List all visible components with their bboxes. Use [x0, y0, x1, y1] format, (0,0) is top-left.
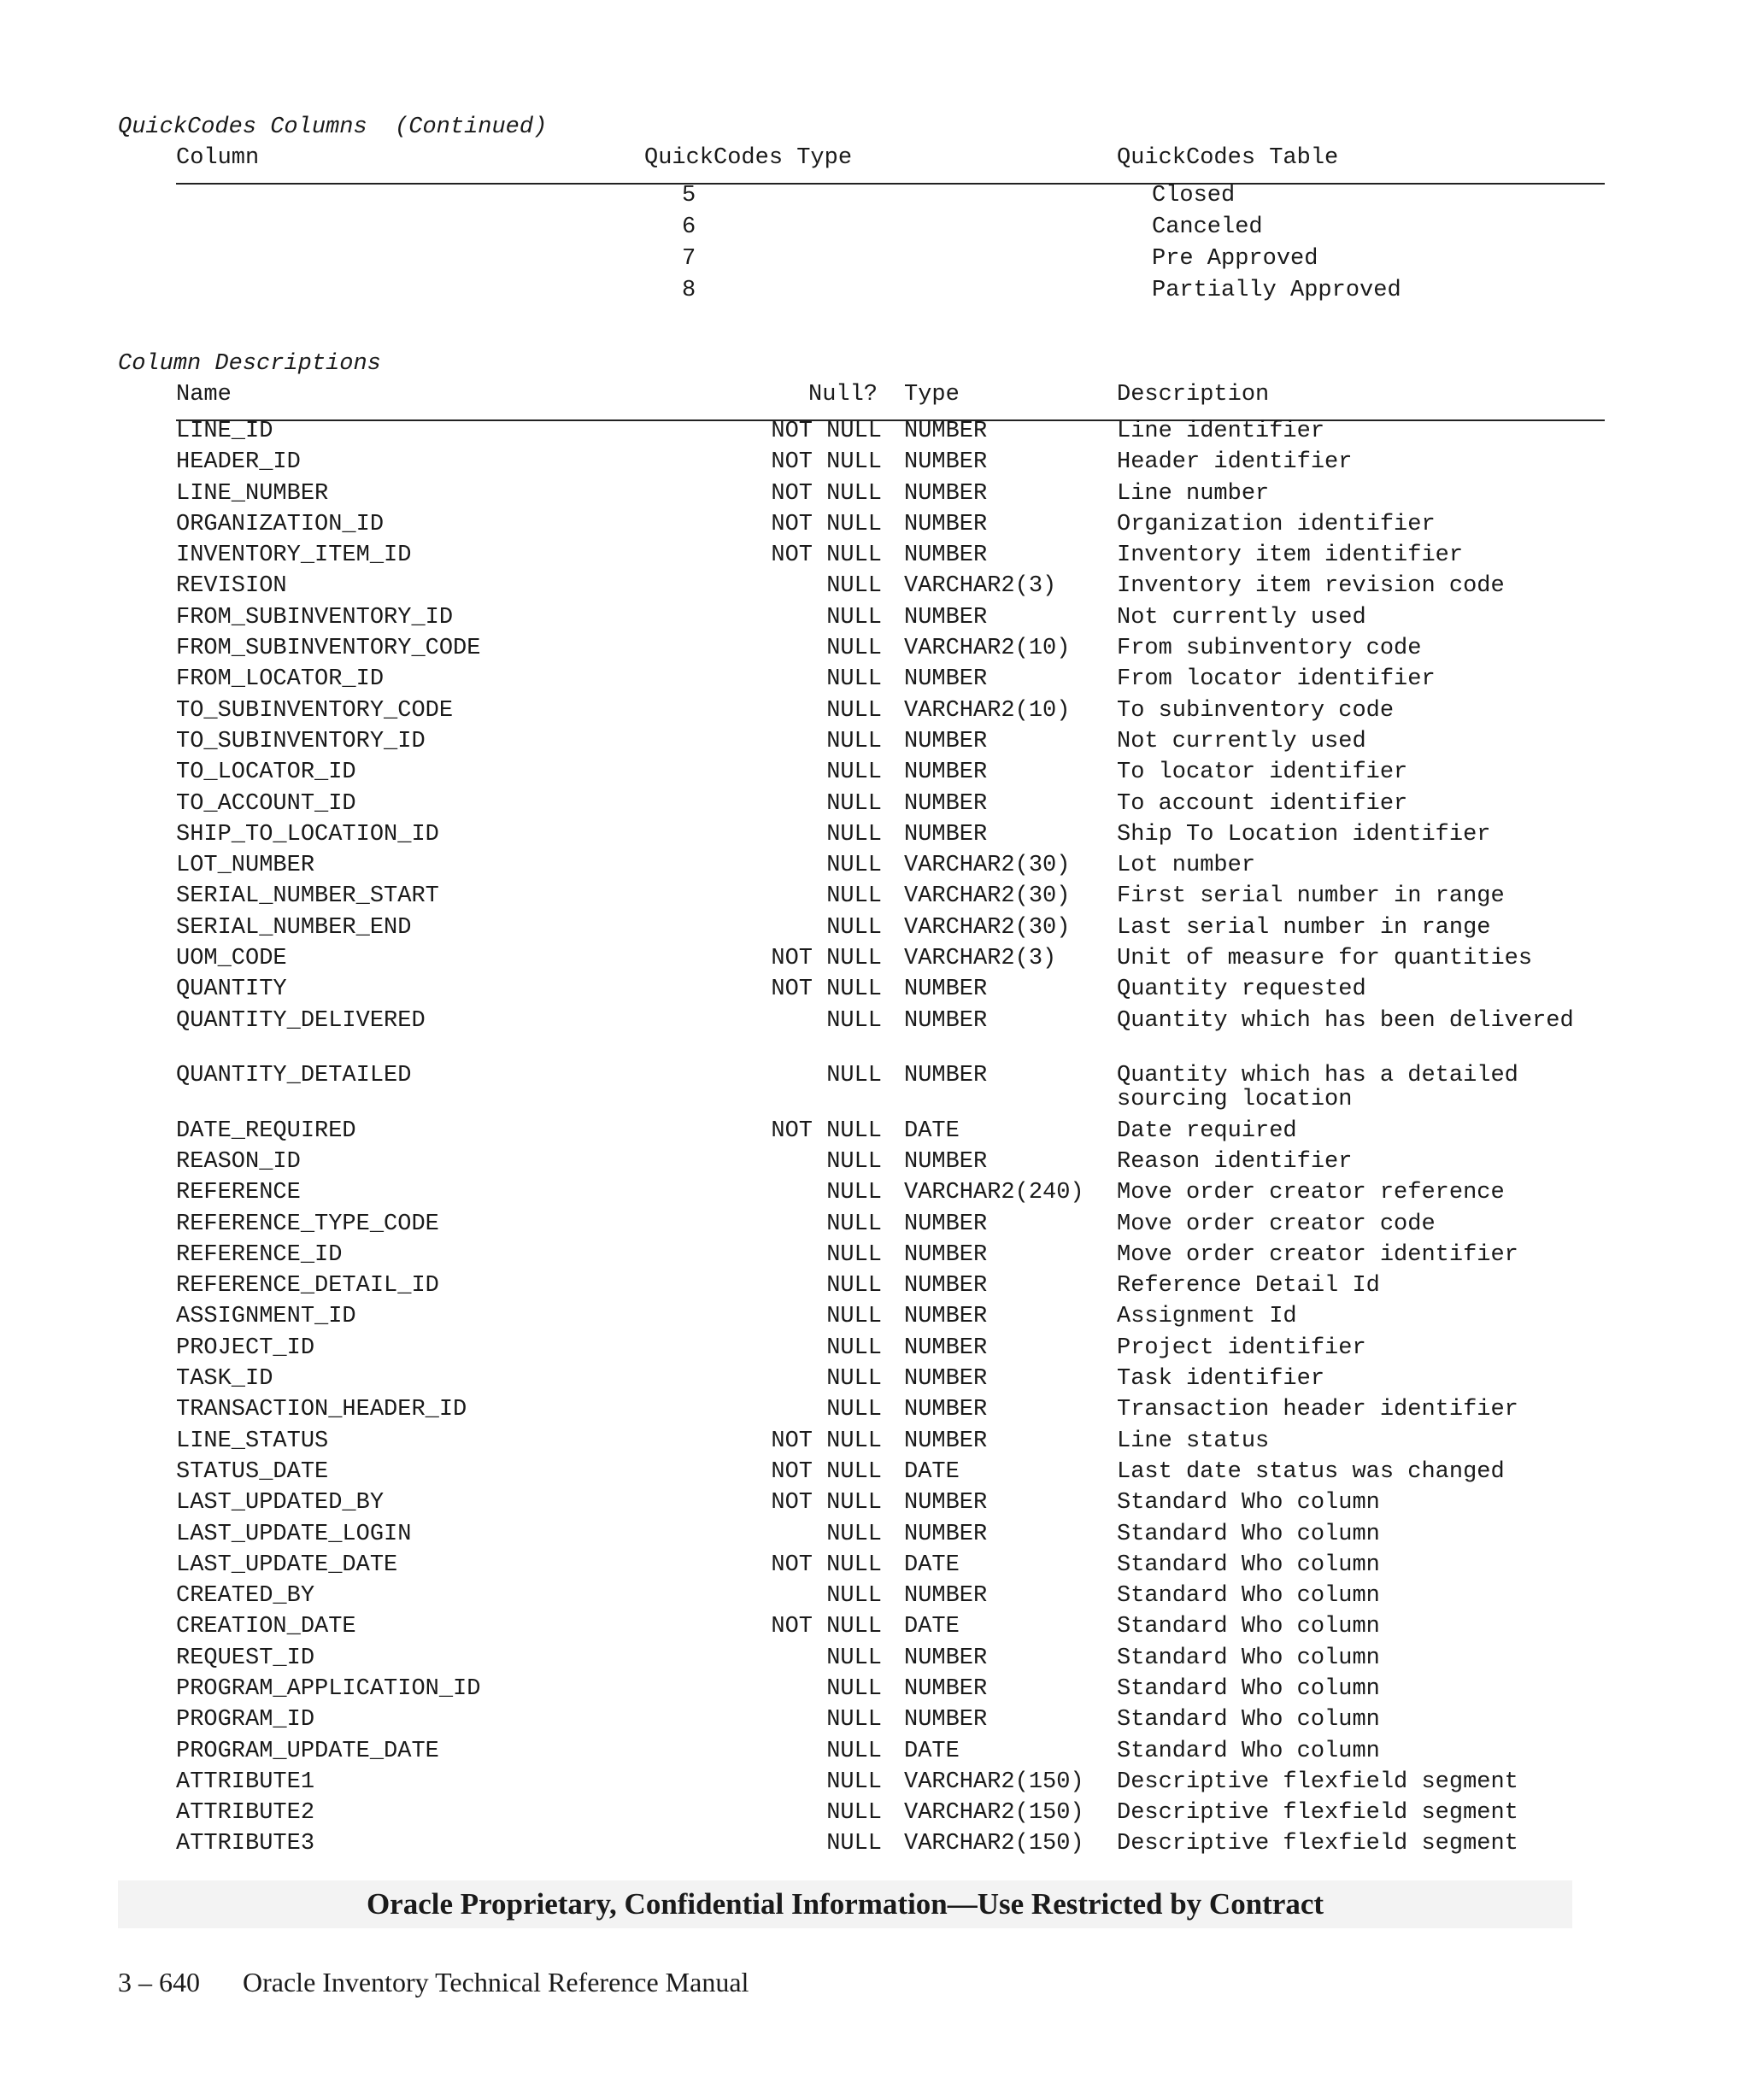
column-type: NUMBER: [904, 604, 988, 631]
column-description: Inventory item revision code: [1117, 573, 1505, 600]
column-description: Descriptive flexfield segment: [1117, 1769, 1518, 1795]
column-description: Quantity which has been delivered: [1117, 1007, 1574, 1034]
column-type: NUMBER: [904, 1273, 988, 1299]
page-number: 3 – 640: [118, 1967, 200, 1997]
column-nullability: NULL: [826, 573, 882, 600]
header-type: Type: [904, 382, 960, 408]
column-description: Not currently used: [1117, 604, 1366, 631]
column-description: Move order creator identifier: [1117, 1241, 1518, 1268]
table-row: [0, 574, 1750, 605]
column-nullability: NULL: [826, 1645, 882, 1671]
column-nullability: NULL: [826, 1738, 882, 1764]
column-description: Descriptive flexfield segment: [1117, 1800, 1518, 1827]
column-name: ORGANIZATION_ID: [176, 511, 385, 537]
table-row: [0, 730, 1750, 760]
column-type: NUMBER: [904, 1521, 988, 1547]
quickcodes-table-value: Closed: [1152, 183, 1236, 208]
column-name: TO_SUBINVENTORY_ID: [176, 728, 426, 754]
column-descriptions-title: Column Descriptions: [118, 351, 381, 377]
column-description: Standard Who column: [1117, 1645, 1380, 1671]
quickcodes-type-value: 6: [682, 214, 696, 240]
column-type: VARCHAR2(150): [904, 1800, 1084, 1827]
column-nullability: NULL: [826, 1583, 882, 1610]
column-descriptions-header-row: [176, 382, 1605, 421]
table-row: [0, 1460, 1750, 1491]
column-description: Move order creator reference: [1117, 1180, 1505, 1206]
column-description: Standard Who column: [1117, 1583, 1380, 1610]
column-type: NUMBER: [904, 1366, 988, 1393]
table-row: [0, 1646, 1750, 1677]
column-description: To account identifier: [1117, 790, 1408, 817]
column-type: NUMBER: [904, 1675, 988, 1702]
table-row: [0, 1832, 1750, 1862]
column-name: TO_LOCATOR_ID: [176, 760, 356, 786]
column-name: REVISION: [176, 573, 287, 600]
column-nullability: NULL: [826, 1769, 882, 1795]
table-row: [0, 1553, 1750, 1584]
column-description: Reason identifier: [1117, 1148, 1353, 1175]
column-type: DATE: [904, 1614, 960, 1640]
column-nullability: NULL: [826, 1211, 882, 1237]
column-name: ATTRIBUTE1: [176, 1769, 315, 1795]
column-name: CREATION_DATE: [176, 1614, 356, 1640]
column-description: Line number: [1117, 480, 1270, 507]
column-nullability: NULL: [826, 1148, 882, 1175]
column-nullability: NOT NULL: [771, 511, 882, 537]
column-description: Descriptive flexfield segment: [1117, 1831, 1518, 1857]
column-nullability: NOT NULL: [771, 1458, 882, 1485]
column-nullability: NULL: [826, 760, 882, 786]
table-row: [0, 1181, 1750, 1211]
column-name: FROM_SUBINVENTORY_CODE: [176, 636, 481, 662]
column-name: LAST_UPDATED_BY: [176, 1490, 385, 1516]
table-row: [0, 543, 1750, 574]
column-nullability: NULL: [826, 1707, 882, 1733]
column-type: VARCHAR2(30): [904, 914, 1071, 941]
quickcodes-table-value: Canceled: [1152, 214, 1263, 240]
column-name: PROGRAM_APPLICATION_ID: [176, 1675, 481, 1702]
header-description: Description: [1117, 382, 1270, 408]
column-nullability: NULL: [826, 1397, 882, 1423]
column-type: NUMBER: [904, 1583, 988, 1610]
table-row: [0, 482, 1750, 513]
column-name: TO_SUBINVENTORY_CODE: [176, 697, 454, 724]
column-nullability: NULL: [826, 697, 882, 724]
column-type: VARCHAR2(10): [904, 697, 1071, 724]
column-nullability: NULL: [826, 1521, 882, 1547]
table-row: [0, 1212, 1750, 1243]
column-description: Transaction header identifier: [1117, 1397, 1518, 1423]
column-type: NUMBER: [904, 1397, 988, 1423]
quickcodes-row: [0, 246, 1750, 278]
column-nullability: NOT NULL: [771, 480, 882, 507]
column-description: Quantity requested: [1117, 977, 1366, 1003]
table-row: [0, 823, 1750, 853]
column-description: Last serial number in range: [1117, 914, 1491, 941]
column-nullability: NOT NULL: [771, 1117, 882, 1144]
column-name: TO_ACCOUNT_ID: [176, 790, 356, 817]
column-description: Move order creator code: [1117, 1211, 1436, 1237]
column-type: DATE: [904, 1458, 960, 1485]
column-type: NUMBER: [904, 977, 988, 1003]
column-name: ATTRIBUTE3: [176, 1831, 315, 1857]
column-nullability: NULL: [826, 636, 882, 662]
quickcodes-header-table: QuickCodes Table: [1117, 145, 1339, 171]
table-row: [0, 1584, 1750, 1615]
column-nullability: NULL: [826, 666, 882, 693]
table-row: [0, 699, 1750, 730]
column-type: DATE: [904, 1738, 960, 1764]
column-name: STATUS_DATE: [176, 1458, 329, 1485]
column-name: CREATED_BY: [176, 1583, 315, 1610]
column-name: PROGRAM_UPDATE_DATE: [176, 1738, 439, 1764]
column-type: NUMBER: [904, 666, 988, 693]
column-description: Standard Who column: [1117, 1707, 1380, 1733]
column-type: NUMBER: [904, 1334, 988, 1361]
table-row: [0, 884, 1750, 915]
quickcodes-table-value: Pre Approved: [1152, 246, 1318, 272]
column-description: Unit of measure for quantities: [1117, 946, 1533, 972]
column-description: Project identifier: [1117, 1334, 1366, 1361]
table-row: [0, 636, 1750, 667]
column-type: NUMBER: [904, 1007, 988, 1034]
column-name: PROGRAM_ID: [176, 1707, 315, 1733]
column-name: REFERENCE_ID: [176, 1241, 343, 1268]
column-name: REFERENCE_TYPE_CODE: [176, 1211, 439, 1237]
column-nullability: NOT NULL: [771, 1614, 882, 1640]
table-row: [0, 1367, 1750, 1398]
column-nullability: NULL: [826, 604, 882, 631]
table-row: [0, 1522, 1750, 1553]
column-description: Ship To Location identifier: [1117, 821, 1491, 848]
column-type: NUMBER: [904, 480, 988, 507]
column-description: Assignment Id: [1117, 1304, 1297, 1330]
table-row: [0, 1708, 1750, 1739]
column-name: REASON_ID: [176, 1148, 301, 1175]
column-type: DATE: [904, 1117, 960, 1144]
column-type: NUMBER: [904, 1707, 988, 1733]
quickcodes-header-type: QuickCodes Type: [644, 145, 853, 171]
column-nullability: NULL: [826, 1800, 882, 1827]
table-row: [0, 1150, 1750, 1181]
quickcodes-section-title: QuickCodes Columns (Continued): [118, 114, 548, 140]
column-name: UOM_CODE: [176, 946, 287, 972]
table-row: [0, 760, 1750, 791]
column-name: REQUEST_ID: [176, 1645, 315, 1671]
column-type: NUMBER: [904, 1645, 988, 1671]
quickcodes-row: [0, 214, 1750, 246]
column-name: FROM_SUBINVENTORY_ID: [176, 604, 454, 631]
column-nullability: NOT NULL: [771, 419, 882, 444]
column-name: PROJECT_ID: [176, 1334, 315, 1361]
column-name: TRANSACTION_HEADER_ID: [176, 1397, 467, 1423]
column-type: NUMBER: [904, 543, 988, 569]
column-type: NUMBER: [904, 1148, 988, 1175]
column-nullability: NULL: [826, 1304, 882, 1330]
column-description: Standard Who column: [1117, 1675, 1380, 1702]
header-name: Name: [176, 382, 232, 408]
quickcodes-type-value: 7: [682, 246, 696, 272]
column-type: VARCHAR2(150): [904, 1769, 1084, 1795]
table-row: [0, 450, 1750, 481]
quickcodes-row: [0, 278, 1750, 309]
column-description: Line identifier: [1117, 419, 1325, 444]
column-description: From subinventory code: [1117, 636, 1422, 662]
column-nullability: NULL: [826, 883, 882, 910]
column-description: Lot number: [1117, 853, 1256, 879]
column-type: NUMBER: [904, 1428, 988, 1454]
column-nullability: NOT NULL: [771, 977, 882, 1003]
table-row: [0, 667, 1750, 698]
column-name: ASSIGNMENT_ID: [176, 1304, 356, 1330]
column-description: Quantity which has a detailed sourcing location: [1117, 1063, 1518, 1113]
column-type: VARCHAR2(240): [904, 1180, 1084, 1206]
column-description: To subinventory code: [1117, 697, 1395, 724]
quickcodes-type-value: 8: [682, 278, 696, 303]
column-name: QUANTITY_DELIVERED: [176, 1007, 426, 1034]
column-nullability: NULL: [826, 821, 882, 848]
column-nullability: NULL: [826, 1241, 882, 1268]
column-nullability: NULL: [826, 1366, 882, 1393]
table-row: [0, 1274, 1750, 1305]
column-name: INVENTORY_ITEM_ID: [176, 543, 412, 569]
column-name: QUANTITY_DETAILED: [176, 1063, 412, 1089]
table-row: [0, 1677, 1750, 1708]
column-type: NUMBER: [904, 449, 988, 476]
table-row: [0, 1009, 1750, 1065]
column-type: DATE: [904, 1552, 960, 1578]
table-row: [0, 1064, 1750, 1119]
table-row: [0, 1336, 1750, 1367]
column-type: VARCHAR2(30): [904, 883, 1071, 910]
column-type: VARCHAR2(3): [904, 573, 1057, 600]
table-row: [0, 1429, 1750, 1460]
column-name: LOT_NUMBER: [176, 853, 315, 879]
table-row: [0, 513, 1750, 543]
column-description: Inventory item identifier: [1117, 543, 1464, 569]
column-nullability: NULL: [826, 728, 882, 754]
column-nullability: NULL: [826, 1831, 882, 1857]
column-name: TASK_ID: [176, 1366, 273, 1393]
column-type: NUMBER: [904, 419, 988, 444]
column-type: VARCHAR2(30): [904, 853, 1071, 879]
column-nullability: NULL: [826, 790, 882, 817]
column-nullability: NOT NULL: [771, 1490, 882, 1516]
table-row: [0, 1615, 1750, 1645]
column-nullability: NULL: [826, 1675, 882, 1702]
column-nullability: NOT NULL: [771, 946, 882, 972]
quickcodes-header-row: [176, 145, 1605, 185]
column-name: LINE_ID: [176, 419, 273, 444]
quickcodes-type-value: 5: [682, 183, 696, 208]
column-descriptions-table: [0, 419, 1750, 1863]
column-nullability: NOT NULL: [771, 1428, 882, 1454]
column-name: REFERENCE_DETAIL_ID: [176, 1273, 439, 1299]
column-type: NUMBER: [904, 821, 988, 848]
table-row: [0, 1739, 1750, 1770]
column-description: First serial number in range: [1117, 883, 1505, 910]
column-nullability: NULL: [826, 1180, 882, 1206]
column-name: QUANTITY: [176, 977, 287, 1003]
manual-title: Oracle Inventory Technical Reference Manual: [243, 1967, 749, 1997]
column-type: NUMBER: [904, 1241, 988, 1268]
table-row: [0, 1119, 1750, 1150]
table-row: [0, 1491, 1750, 1522]
column-type: NUMBER: [904, 1063, 988, 1089]
table-row: [0, 1398, 1750, 1428]
column-description: Line status: [1117, 1428, 1270, 1454]
column-description: To locator identifier: [1117, 760, 1408, 786]
column-nullability: NULL: [826, 1007, 882, 1034]
column-description: Task identifier: [1117, 1366, 1325, 1393]
column-description: Not currently used: [1117, 728, 1366, 754]
column-description: Standard Who column: [1117, 1614, 1380, 1640]
column-description: Last date status was changed: [1117, 1458, 1505, 1485]
column-nullability: NULL: [826, 853, 882, 879]
column-nullability: NULL: [826, 914, 882, 941]
column-name: DATE_REQUIRED: [176, 1117, 356, 1144]
column-type: VARCHAR2(10): [904, 636, 1071, 662]
column-name: LINE_NUMBER: [176, 480, 329, 507]
column-type: VARCHAR2(150): [904, 1831, 1084, 1857]
table-row: [0, 1243, 1750, 1274]
column-name: REFERENCE: [176, 1180, 301, 1206]
quickcodes-header-column: Column: [176, 145, 260, 171]
column-name: SHIP_TO_LOCATION_ID: [176, 821, 439, 848]
column-description: Standard Who column: [1117, 1490, 1380, 1516]
column-name: ATTRIBUTE2: [176, 1800, 315, 1827]
column-type: NUMBER: [904, 790, 988, 817]
column-description: From locator identifier: [1117, 666, 1436, 693]
column-nullability: NOT NULL: [771, 543, 882, 569]
column-description: Organization identifier: [1117, 511, 1436, 537]
quickcodes-row: [0, 183, 1750, 214]
column-description: Standard Who column: [1117, 1738, 1380, 1764]
table-row: [0, 792, 1750, 823]
table-row: [0, 977, 1750, 1008]
table-row: [0, 606, 1750, 636]
table-row: [0, 1770, 1750, 1801]
column-nullability: NOT NULL: [771, 449, 882, 476]
table-row: [0, 853, 1750, 884]
column-type: NUMBER: [904, 511, 988, 537]
column-description: Standard Who column: [1117, 1552, 1380, 1578]
column-name: SERIAL_NUMBER_END: [176, 914, 412, 941]
column-description: Header identifier: [1117, 449, 1353, 476]
header-null: Null?: [808, 382, 878, 408]
quickcodes-rows: [0, 183, 1750, 309]
column-description: Date required: [1117, 1117, 1297, 1144]
column-description: Standard Who column: [1117, 1521, 1380, 1547]
column-name: LINE_STATUS: [176, 1428, 329, 1454]
column-type: NUMBER: [904, 1211, 988, 1237]
column-type: NUMBER: [904, 1304, 988, 1330]
column-nullability: NULL: [826, 1273, 882, 1299]
column-nullability: NULL: [826, 1334, 882, 1361]
column-type: NUMBER: [904, 1490, 988, 1516]
column-description: Reference Detail Id: [1117, 1273, 1380, 1299]
column-name: FROM_LOCATOR_ID: [176, 666, 385, 693]
quickcodes-table-value: Partially Approved: [1152, 278, 1401, 303]
confidential-notice: Oracle Proprietary, Confidential Information––Use Restricted by Contract: [366, 1887, 1324, 1921]
column-type: NUMBER: [904, 728, 988, 754]
table-row: [0, 1801, 1750, 1832]
column-name: HEADER_ID: [176, 449, 301, 476]
confidential-banner: [118, 1880, 1572, 1928]
table-row: [0, 947, 1750, 977]
column-type: VARCHAR2(3): [904, 946, 1057, 972]
column-name: SERIAL_NUMBER_START: [176, 883, 439, 910]
table-row: [0, 916, 1750, 947]
column-nullability: NOT NULL: [771, 1552, 882, 1578]
column-type: NUMBER: [904, 760, 988, 786]
table-row: [0, 1305, 1750, 1335]
column-nullability: NULL: [826, 1063, 882, 1089]
column-name: LAST_UPDATE_LOGIN: [176, 1521, 412, 1547]
column-name: LAST_UPDATE_DATE: [176, 1552, 398, 1578]
table-row: [0, 419, 1750, 450]
